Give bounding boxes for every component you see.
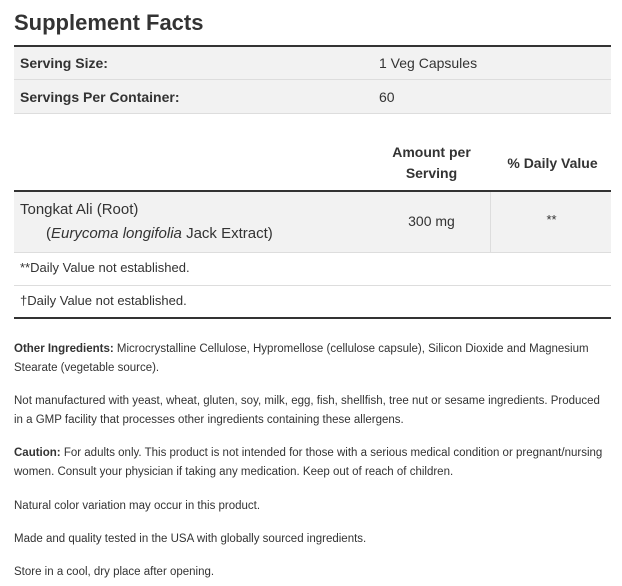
amount-header-line2: Serving bbox=[405, 165, 458, 181]
other-ingredients-label: Other Ingredients: bbox=[14, 343, 114, 355]
serving-size-value: 1 Veg Capsules bbox=[379, 55, 478, 71]
amount-header-line1: Amount per bbox=[392, 144, 471, 160]
serving-size-label: Serving Size: bbox=[20, 55, 108, 71]
ingredient-botanical-name bbox=[46, 222, 273, 246]
footnote-row-2 bbox=[14, 286, 611, 317]
table-header bbox=[14, 140, 611, 190]
column-divider bbox=[490, 192, 491, 252]
allergen-statement: Not manufactured with yeast, wheat, gluten, soy, milk, egg, fish, shellfish, tree nut or sesame ingredients. Produced in a GMP facility that processes other ingredients containing these allergens. bbox=[14, 395, 600, 426]
daily-value-header: % Daily Value bbox=[507, 155, 598, 171]
bottom-rule bbox=[14, 317, 611, 319]
other-ingredients-text: Microcrystalline Cellulose, Hypromellose (cellulose capsule), Silicon Dioxide and Magnesium Stearate (vegetable source). bbox=[14, 343, 589, 374]
other-ingredients bbox=[14, 340, 611, 378]
ingredient-amount: 300 mg bbox=[408, 213, 455, 229]
footnote-row-1 bbox=[14, 253, 611, 286]
serving-size-row bbox=[14, 47, 611, 80]
ingredient-row bbox=[14, 192, 611, 253]
footnote-dagger: †Daily Value not established. bbox=[20, 293, 187, 308]
storage-note: Store in a cool, dry place after opening. bbox=[14, 566, 215, 578]
ingredient-sub-open: ( bbox=[46, 225, 51, 242]
ingredient-latin-name: Eurycoma longifolia bbox=[51, 225, 182, 242]
page-title: Supplement Facts bbox=[14, 10, 204, 35]
made-in-usa-note: Made and quality tested in the USA with globally sourced ingredients. bbox=[14, 533, 367, 545]
ingredient-daily-value: ** bbox=[546, 212, 557, 227]
servings-per-container-value: 60 bbox=[379, 89, 395, 105]
footnote-double-asterisk: **Daily Value not established. bbox=[20, 260, 190, 275]
amount-per-serving-header bbox=[384, 142, 479, 184]
caution-text: For adults only. This product is not intended for those with a serious medical condition or pregnant/nursing women. Consult your physician if taking any medication. Keep out of reach of children. bbox=[14, 447, 603, 478]
ingredient-name: Tongkat Ali (Root) bbox=[20, 201, 139, 218]
ingredient-sub-rest: Jack Extract) bbox=[181, 225, 273, 242]
servings-per-container-label: Servings Per Container: bbox=[20, 89, 180, 105]
servings-per-container-row bbox=[14, 80, 611, 114]
caution-statement bbox=[14, 444, 611, 482]
color-variation-note: Natural color variation may occur in this product. bbox=[14, 500, 261, 512]
caution-label: Caution: bbox=[14, 447, 61, 459]
